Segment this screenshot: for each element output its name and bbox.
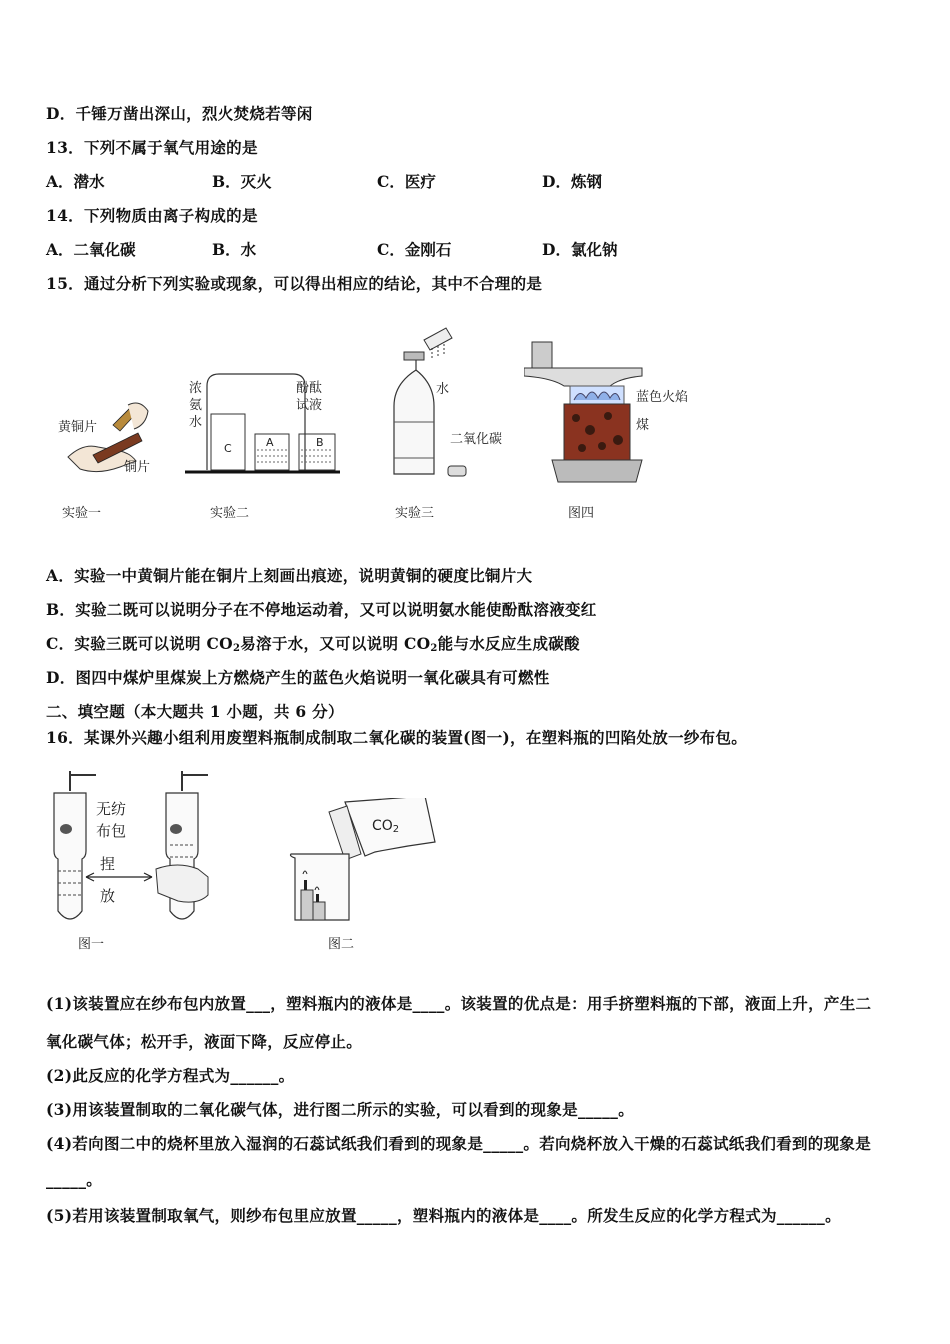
q14-option-c: C．金刚石 (377, 240, 452, 259)
q15-stem: 15．通过分析下列实验或现象，可以得出相应的结论，其中不合理的是 (46, 274, 543, 293)
fig2-figure (285, 798, 445, 928)
fig1-label-bag (96, 798, 126, 842)
fig1-label-bag-1: 无纺 (96, 800, 127, 818)
q13-option-d: D．炼钢 (542, 172, 602, 191)
q16-part3: (3)用该装置制取的二氧化碳气体，进行图二所示的实验，可以看到的现象是_____。 (46, 1100, 635, 1119)
fig2-co2-text: CO (372, 818, 393, 834)
q15-option-c (46, 632, 580, 654)
fig2-caption: 图二 (328, 937, 355, 952)
exp2-beaker-b: B (316, 436, 324, 449)
exp2-label-ammonia-2: 氨 (189, 398, 203, 413)
q15-option-a: A．实验一中黄铜片能在铜片上刻画出痕迹，说明黄铜的硬度比铜片大 (46, 566, 533, 585)
q16-part5: (5)若用该装置制取氧气，则纱布包里应放置_____，塑料瓶内的液体是____。所发生反应的化学方程式为______。 (46, 1206, 841, 1225)
q15c-sub2: 2 (430, 643, 438, 654)
fig1-figure (48, 765, 218, 925)
q16-part1-line2: 氧化碳气体；松开手，液面下降，反应停止。 (46, 1032, 363, 1051)
q16-part4-line2: _____。 (46, 1170, 103, 1189)
exp1-label-copper: 铜片 (124, 460, 151, 475)
section-2-heading: 二、填空题（本大题共 1 小题，共 6 分） (46, 702, 344, 721)
fig4-label-flame: 蓝色火焰 (636, 390, 689, 405)
exp2-label-phenol-2: 试液 (296, 398, 323, 413)
q16-part2: (2)此反应的化学方程式为______。 (46, 1066, 295, 1085)
exp2-label-phenol-1: 酚酞 (296, 381, 323, 396)
exp2-label-phenol (296, 380, 322, 414)
exp2-caption: 实验二 (210, 506, 250, 521)
q13-option-c: C．医疗 (377, 172, 436, 191)
exp2-label-ammonia-1: 浓 (189, 381, 203, 396)
fig4-caption: 图四 (568, 506, 595, 521)
q15-option-d: D．图四中煤炉里煤炭上方燃烧产生的蓝色火焰说明一氧化碳具有可燃性 (46, 668, 550, 687)
exp3-label-co2: 二氧化碳 (450, 432, 503, 447)
exp3-caption: 实验三 (395, 506, 435, 521)
q15-option-b: B．实验二既可以说明分子在不停地运动着，又可以说明氨水能使酚酞溶液变红 (46, 600, 597, 619)
exp2-beaker-c: C (224, 442, 232, 455)
q15c-part1: C．实验三既可以说明 CO (46, 634, 233, 653)
q15c-part2: 易溶于水，又可以说明 CO (240, 634, 431, 653)
exp3-figure (388, 322, 468, 482)
fig2-label-co2 (372, 818, 399, 835)
q13-option-b: B．灭火 (212, 172, 272, 191)
q14-option-a: A．二氧化碳 (46, 240, 136, 259)
exp2-beaker-a: A (266, 436, 274, 449)
q16-part4-line1: (4)若向图二中的烧杯里放入湿润的石蕊试纸我们看到的现象是_____。若向烧杯放入干燥的石蕊试纸我们看到的现象是 (46, 1134, 872, 1153)
fig4-label-coal: 煤 (636, 418, 650, 433)
exp3-label-water: 水 (436, 382, 450, 397)
fig4-figure (524, 340, 644, 485)
q14-stem: 14．下列物质由离子构成的是 (46, 206, 258, 225)
fig2-co2-sub: 2 (392, 824, 400, 835)
q15c-sub1: 2 (232, 643, 241, 654)
exp1-caption: 实验一 (62, 506, 102, 521)
exp2-label-ammonia (189, 380, 202, 431)
fig1-label-bag-2: 布包 (96, 822, 127, 840)
exp2-label-ammonia-3: 水 (189, 415, 203, 430)
q13-stem: 13．下列不属于氧气用途的是 (46, 138, 258, 157)
q14-option-b: B．水 (212, 240, 257, 259)
fig1-label-squeeze: 捏 (100, 855, 116, 873)
q12-option-d: D．千锤万凿出深山，烈火焚烧若等闲 (46, 104, 313, 123)
q13-option-a: A．潜水 (46, 172, 105, 191)
q15c-part3: 能与水反应生成碳酸 (437, 634, 580, 653)
q16-stem: 16．某课外兴趣小组利用废塑料瓶制成制取二氧化碳的装置(图一)，在塑料瓶的凹陷处放一纱布包。 (46, 728, 748, 747)
q16-part1-line1: (1)该装置应在纱布包内放置___，塑料瓶内的液体是____。该装置的优点是：用手挤塑料瓶的下部，液面上升，产生二 (46, 994, 872, 1013)
exp1-label-brass: 黄铜片 (58, 420, 98, 435)
fig1-label-release: 放 (100, 887, 116, 905)
q14-option-d: D．氯化钠 (542, 240, 618, 259)
fig1-caption: 图一 (78, 937, 105, 952)
